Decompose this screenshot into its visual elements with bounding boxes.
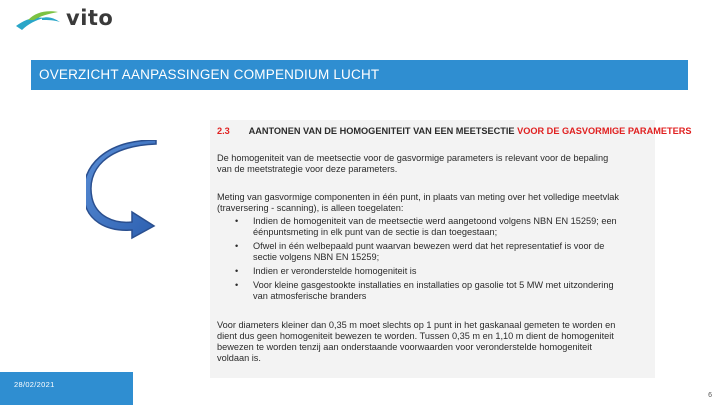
closing-line: bewezen te worden tenzij aan onderstaande voorwaarden voor veronderstelde homogeniteit [217,342,592,352]
page-number: 6 [708,392,712,399]
section-title-black: AANTONEN VAN DE HOMOGENITEIT VAN EEN MEETSECTIE [248,126,515,136]
bullet-marker: • [235,241,239,251]
document-excerpt [210,120,692,378]
title-bar [31,60,688,90]
bullet-line: Ofwel in één welbepaald punt waarvan bewezen werd dat het representatief is voor de [253,241,605,251]
bullet-line: éénpuntsmeting in elk punt van de sectie is dan toegestaan; [253,227,498,237]
section-heading [217,126,692,137]
intro-line: De homogeniteit van de meetsectie voor de gasvormige parameters is relevant voor de bepaling [217,153,609,163]
intro-line: van de meetstrategie voor deze parameters. [217,164,398,174]
bullet-marker: • [235,266,239,276]
logo-text: vito [66,6,114,30]
date-bar [0,372,133,405]
bullet-line: Voor kleine gasgestookte installaties en installaties op gasolie tot 5 MW met uitzondering [253,280,614,290]
page-title: OVERZICHT AANPASSINGEN COMPENDIUM LUCHT [39,67,380,82]
date-label: 28/02/2021 [14,380,55,389]
paragraph-line: Meting van gasvormige componenten in één punt, in plaats van meting over het volledige meetvlak [217,192,619,202]
vito-logo [14,6,124,32]
closing-line: dient dus geen homogeniteit bewezen te worden. Tussen 0,35 m en 1,10 m dient de homogeniteit [217,331,614,341]
closing-line: Voor diameters kleiner dan 0,35 m moet slechts op 1 punt in het gaskanaal gemeten te worden en [217,320,616,330]
curved-arrow-icon [86,140,158,240]
bullet-marker: • [235,280,239,290]
bullet-line: Indien de homogeniteit van de meetsectie werd aangetoond volgens NBN EN 15259; een [253,216,617,226]
paragraph-line: (traversering - scanning), is alleen toegelaten: [217,203,404,213]
bullet-line: van atmosferische branders [253,291,367,301]
bullet-line: sectie volgens NBN EN 15259; [253,252,380,262]
section-number: 2.3 [217,126,230,136]
vito-bird-icon [14,6,64,32]
bullet-line: Indien er veronderstelde homogeniteit is [253,266,417,276]
bullet-marker: • [235,216,239,226]
section-title-red: VOOR DE GASVORMIGE PARAMETERS [517,126,692,136]
closing-line: voldaan is. [217,353,261,363]
